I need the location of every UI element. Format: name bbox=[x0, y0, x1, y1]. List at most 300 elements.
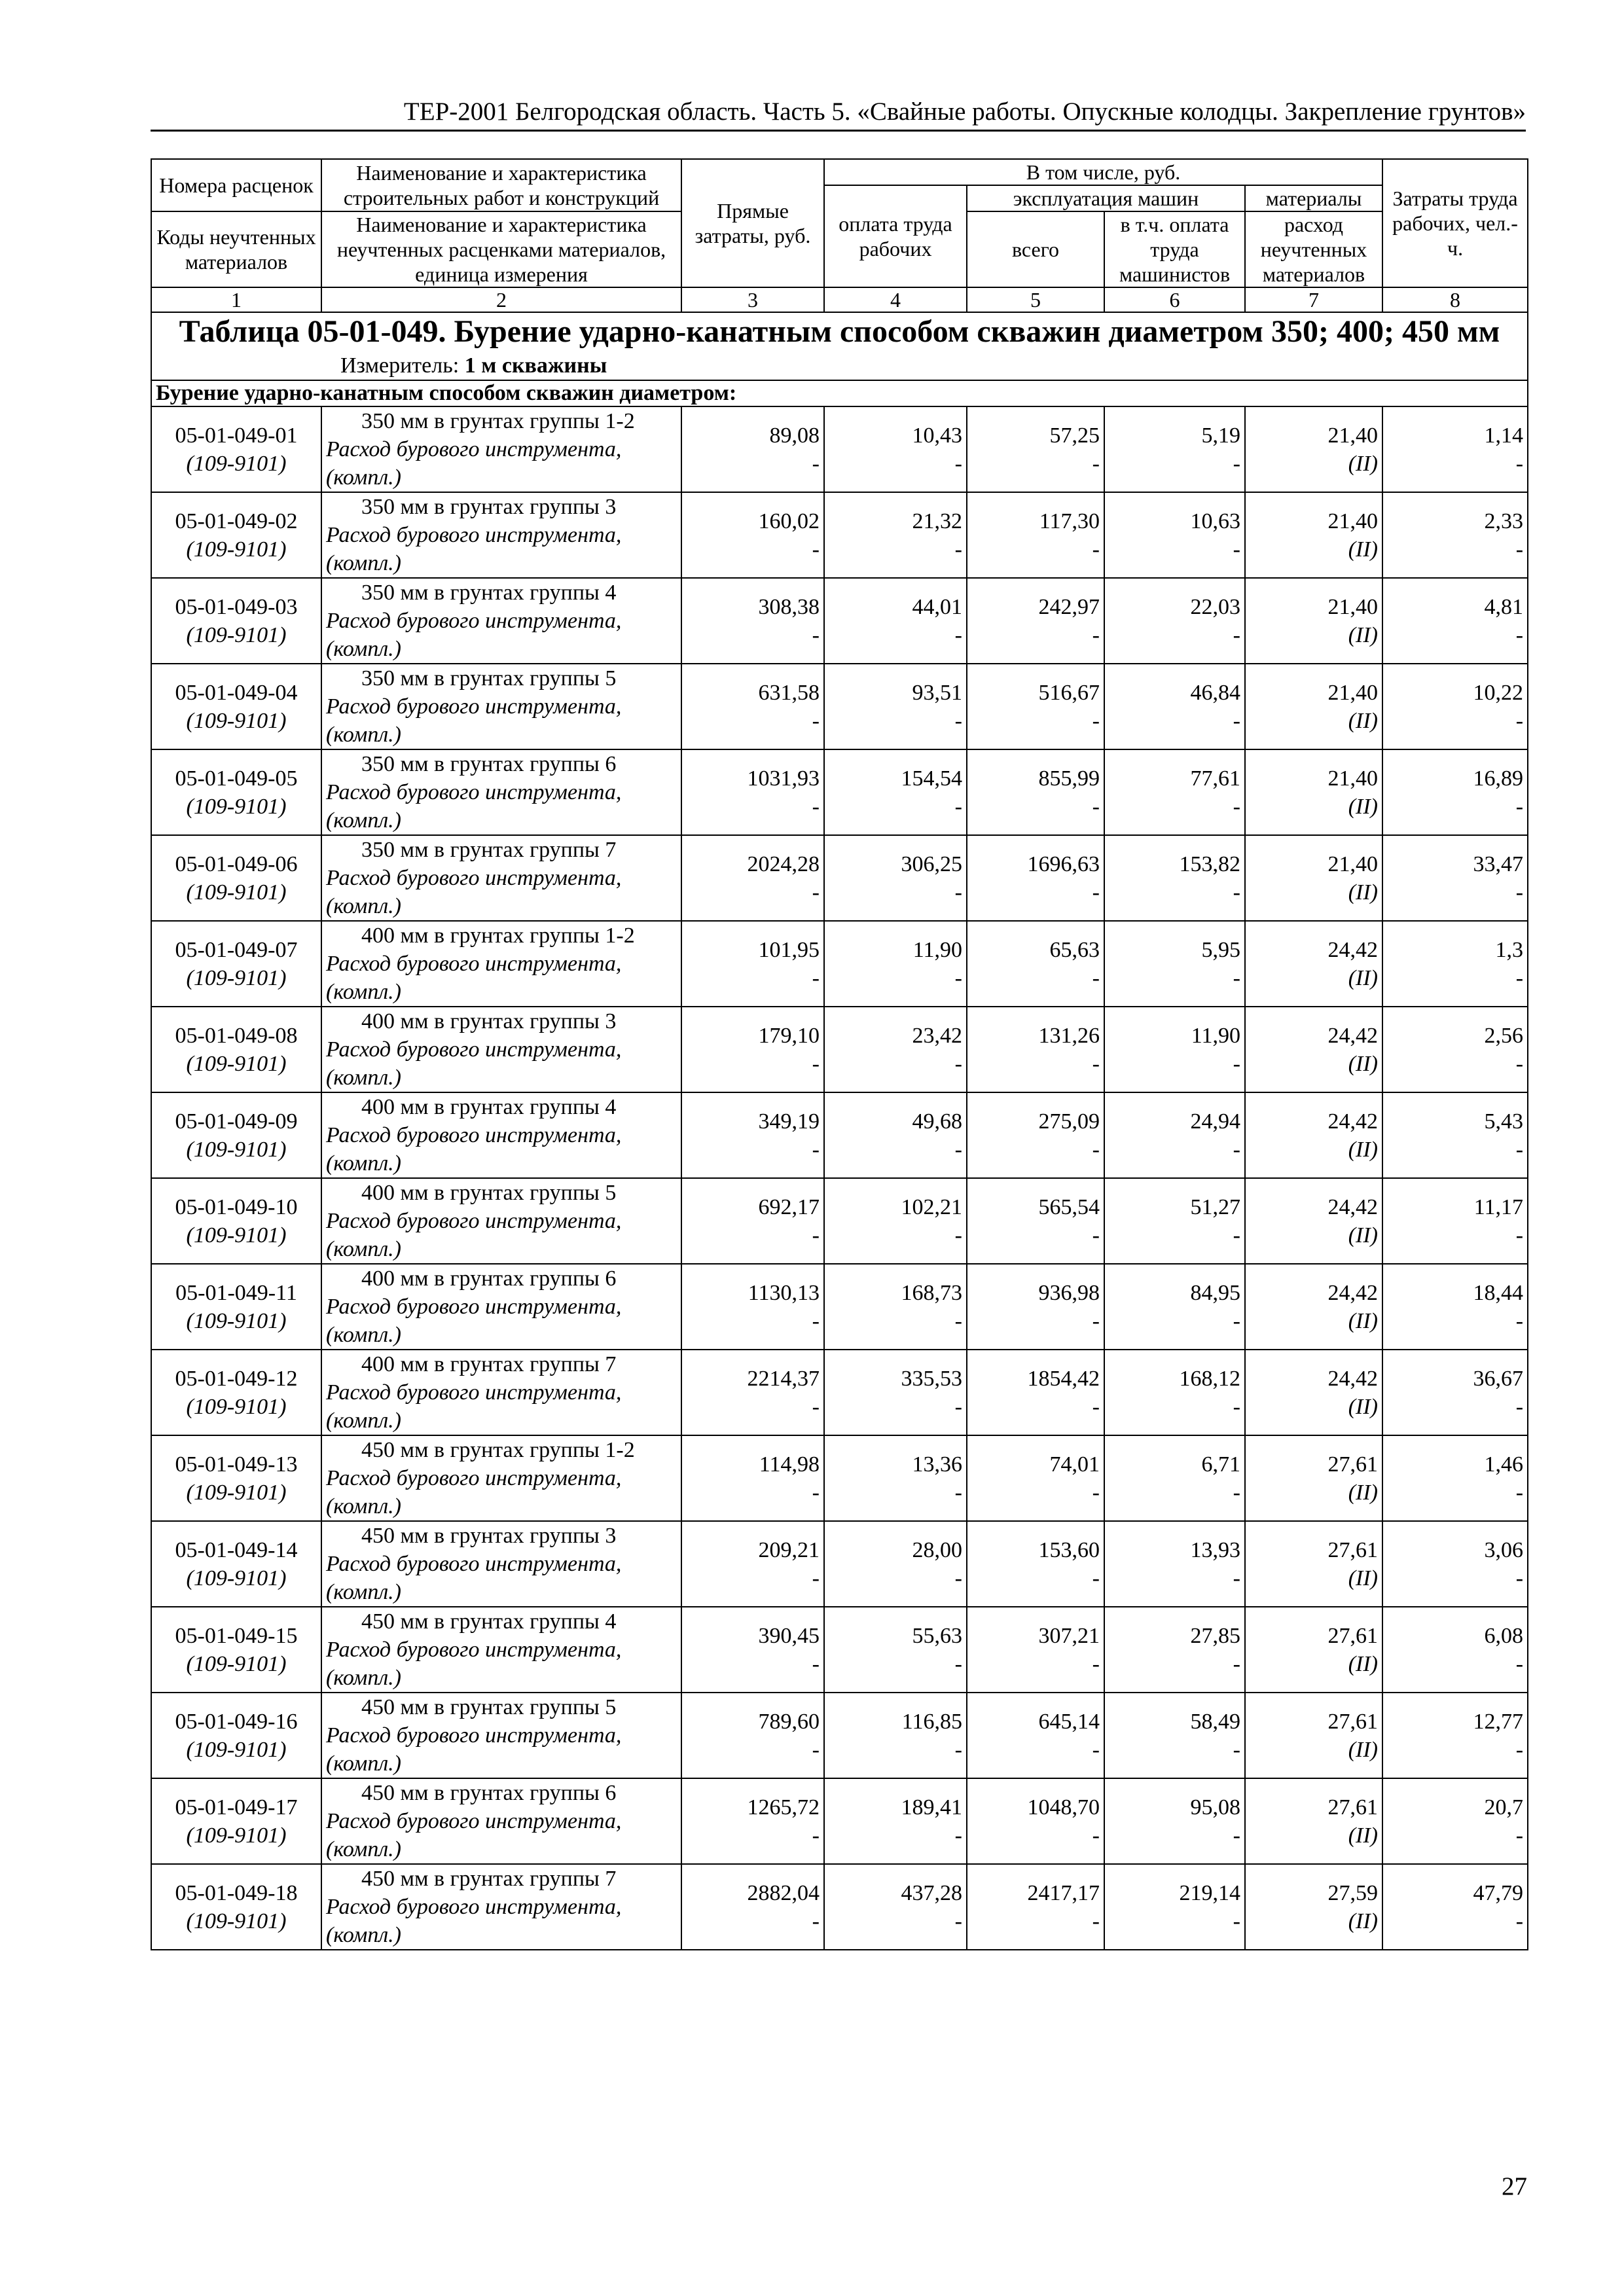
column-number: 7 bbox=[1245, 287, 1382, 312]
material-code: (109-9101) bbox=[186, 1737, 287, 1762]
dash: - bbox=[954, 1909, 962, 1933]
dash: - bbox=[812, 1737, 820, 1762]
rate-code: 05-01-049-18 bbox=[175, 1880, 298, 1905]
materials-cell bbox=[1245, 1521, 1382, 1607]
material-name: Расход бурового инструмента, (компл.) bbox=[326, 1809, 622, 1861]
description-cell bbox=[321, 1092, 681, 1178]
rate-code-cell bbox=[151, 1092, 321, 1178]
header-direct-costs: Прямые затраты, руб. bbox=[681, 159, 824, 287]
material-code: (109-9101) bbox=[186, 880, 287, 905]
worker-wages: 306,25 bbox=[901, 852, 962, 876]
materials-cell bbox=[1245, 1693, 1382, 1778]
operator-wages-cell bbox=[1104, 1693, 1245, 1778]
description-cell bbox=[321, 406, 681, 492]
rate-code-cell bbox=[151, 1778, 321, 1864]
dash: - bbox=[1092, 965, 1100, 990]
measure-label: Измеритель: bbox=[340, 353, 460, 378]
machine-total: 565,54 bbox=[1038, 1194, 1100, 1219]
direct-cost-cell bbox=[681, 1007, 824, 1092]
material-code: (109-9101) bbox=[186, 1480, 287, 1505]
work-name: 350 мм в грунтах группы 3 bbox=[361, 495, 617, 519]
page-number: 27 bbox=[1502, 2172, 1527, 2200]
materials-cell bbox=[1245, 1178, 1382, 1264]
machine-total-cell bbox=[967, 1350, 1104, 1435]
rate-code: 05-01-049-05 bbox=[175, 766, 298, 791]
dash: - bbox=[954, 1480, 962, 1505]
worker-wages-cell bbox=[824, 492, 967, 578]
table-row bbox=[151, 406, 1528, 492]
operator-wages-cell bbox=[1104, 1007, 1245, 1092]
rate-code: 05-01-049-04 bbox=[175, 680, 298, 705]
material-name: Расход бурового инструмента, (компл.) bbox=[326, 866, 622, 918]
dash: - bbox=[1515, 622, 1524, 647]
machine-total-cell bbox=[967, 1092, 1104, 1178]
section-title: Бурение ударно-канатным способом скважин диаметром: bbox=[151, 380, 1528, 406]
labor-hours-cell bbox=[1382, 1007, 1528, 1092]
table-row bbox=[151, 921, 1528, 1007]
operator-wages-cell bbox=[1104, 1264, 1245, 1350]
material-name: Расход бурового инструмента, (компл.) bbox=[326, 1466, 622, 1518]
dash: - bbox=[812, 451, 820, 476]
description-cell bbox=[321, 749, 681, 835]
worker-wages: 93,51 bbox=[912, 680, 962, 705]
machine-total: 1048,70 bbox=[1027, 1795, 1100, 1820]
labor-hours-cell bbox=[1382, 921, 1528, 1007]
direct-cost-cell bbox=[681, 1693, 824, 1778]
labor-hours: 33,47 bbox=[1473, 852, 1524, 876]
machine-total: 131,26 bbox=[1038, 1023, 1100, 1048]
rate-code-cell bbox=[151, 406, 321, 492]
direct-cost: 1265,72 bbox=[747, 1795, 820, 1820]
dash: - bbox=[1233, 622, 1240, 647]
direct-cost-cell bbox=[681, 492, 824, 578]
material-name: Расход бурового инструмента, (компл.) bbox=[326, 1638, 622, 1690]
dash: - bbox=[1092, 1223, 1100, 1247]
dash: - bbox=[1515, 965, 1524, 990]
rate-code-cell bbox=[151, 1864, 321, 1950]
material-name: Расход бурового инструмента, (компл.) bbox=[326, 1552, 622, 1604]
header-work-description: Наименование и характеристика строительных работ и конструкций bbox=[321, 159, 681, 211]
dash: - bbox=[1233, 794, 1240, 819]
dash: - bbox=[954, 880, 962, 905]
labor-hours: 47,79 bbox=[1473, 1880, 1524, 1905]
dash: - bbox=[954, 1651, 962, 1676]
dash: - bbox=[1092, 622, 1100, 647]
materials-note: (II) bbox=[1348, 451, 1379, 476]
table-row bbox=[151, 664, 1528, 749]
dash: - bbox=[954, 1223, 962, 1247]
dash: - bbox=[1233, 1308, 1240, 1333]
direct-cost-cell bbox=[681, 406, 824, 492]
operator-wages-cell bbox=[1104, 1864, 1245, 1950]
table-row bbox=[151, 578, 1528, 664]
header-worker-wages: оплата труда рабочих bbox=[824, 185, 967, 287]
work-name: 350 мм в грунтах группы 5 bbox=[361, 666, 617, 691]
worker-wages-cell bbox=[824, 1864, 967, 1950]
labor-hours-cell bbox=[1382, 1092, 1528, 1178]
work-name: 400 мм в грунтах группы 6 bbox=[361, 1266, 617, 1291]
direct-cost-cell bbox=[681, 1092, 824, 1178]
dash: - bbox=[1233, 1651, 1240, 1676]
worker-wages-cell bbox=[824, 749, 967, 835]
operator-wages: 11,90 bbox=[1191, 1023, 1240, 1048]
dash: - bbox=[954, 1051, 962, 1076]
materials-cell bbox=[1245, 664, 1382, 749]
dash: - bbox=[812, 1051, 820, 1076]
materials-note: (II) bbox=[1348, 1651, 1379, 1676]
worker-wages-cell bbox=[824, 1435, 967, 1521]
operator-wages: 27,85 bbox=[1190, 1623, 1240, 1648]
materials-cell bbox=[1245, 749, 1382, 835]
worker-wages: 10,43 bbox=[912, 423, 962, 448]
material-code: (109-9101) bbox=[186, 794, 287, 819]
material-name: Расход бурового инструмента, (компл.) bbox=[326, 1380, 622, 1433]
work-name: 350 мм в грунтах группы 7 bbox=[361, 838, 617, 862]
material-code: (109-9101) bbox=[186, 451, 287, 476]
labor-hours: 2,56 bbox=[1484, 1023, 1524, 1048]
labor-hours: 2,33 bbox=[1484, 509, 1524, 533]
table-title: Таблица 05-01-049. Бурение ударно-канатным способом скважин диаметром 350; 400; 450 мм bbox=[179, 314, 1500, 349]
table-row bbox=[151, 1864, 1528, 1950]
dash: - bbox=[812, 1394, 820, 1419]
material-name: Расход бурового инструмента, (компл.) bbox=[326, 1209, 622, 1261]
labor-hours-cell bbox=[1382, 835, 1528, 921]
machine-total: 57,25 bbox=[1049, 423, 1100, 448]
operator-wages: 46,84 bbox=[1190, 680, 1240, 705]
dash: - bbox=[1092, 1909, 1100, 1933]
table-row bbox=[151, 749, 1528, 835]
labor-hours-cell bbox=[1382, 492, 1528, 578]
dash: - bbox=[1515, 1651, 1524, 1676]
labor-hours: 4,81 bbox=[1484, 594, 1524, 619]
material-name: Расход бурового инструмента, (компл.) bbox=[326, 952, 622, 1004]
dash: - bbox=[954, 965, 962, 990]
machine-total: 855,99 bbox=[1038, 766, 1100, 791]
table-row bbox=[151, 1521, 1528, 1607]
direct-cost-cell bbox=[681, 835, 824, 921]
direct-cost-cell bbox=[681, 1178, 824, 1264]
direct-cost: 390,45 bbox=[758, 1623, 820, 1648]
direct-cost-cell bbox=[681, 1264, 824, 1350]
description-cell bbox=[321, 1693, 681, 1778]
materials-cell bbox=[1245, 492, 1382, 578]
machine-total-cell bbox=[967, 1607, 1104, 1693]
machine-total: 645,14 bbox=[1038, 1709, 1100, 1734]
rate-code-cell bbox=[151, 1435, 321, 1521]
rate-code: 05-01-049-08 bbox=[175, 1023, 298, 1048]
dash: - bbox=[1233, 1566, 1240, 1590]
table-row bbox=[151, 1607, 1528, 1693]
dash: - bbox=[812, 794, 820, 819]
material-name: Расход бурового инструмента, (компл.) bbox=[326, 1037, 622, 1090]
rate-code-cell bbox=[151, 1693, 321, 1778]
labor-hours-cell bbox=[1382, 1264, 1528, 1350]
worker-wages: 189,41 bbox=[901, 1795, 962, 1820]
worker-wages-cell bbox=[824, 1521, 967, 1607]
labor-hours: 12,77 bbox=[1473, 1709, 1524, 1734]
measure-line bbox=[156, 352, 1523, 380]
materials-note: (II) bbox=[1348, 1394, 1379, 1419]
table-row bbox=[151, 1007, 1528, 1092]
worker-wages-cell bbox=[824, 1007, 967, 1092]
header-rate-numbers: Номера расценок bbox=[151, 159, 321, 211]
machine-total: 153,60 bbox=[1038, 1537, 1100, 1562]
labor-hours: 5,43 bbox=[1484, 1109, 1524, 1134]
direct-cost-cell bbox=[681, 1864, 824, 1950]
labor-hours: 20,7 bbox=[1484, 1795, 1524, 1820]
worker-wages-cell bbox=[824, 578, 967, 664]
worker-wages-cell bbox=[824, 1607, 967, 1693]
direct-cost: 101,95 bbox=[758, 937, 820, 962]
materials-cost: 24,42 bbox=[1327, 1280, 1379, 1305]
dash: - bbox=[1233, 537, 1240, 562]
dash: - bbox=[1092, 1566, 1100, 1590]
table-row bbox=[151, 1264, 1528, 1350]
materials-cost: 24,42 bbox=[1327, 937, 1379, 962]
table-title-cell bbox=[151, 312, 1528, 380]
labor-hours-cell bbox=[1382, 578, 1528, 664]
materials-cost: 27,61 bbox=[1327, 1623, 1379, 1648]
description-cell bbox=[321, 1607, 681, 1693]
operator-wages: 219,14 bbox=[1179, 1880, 1240, 1905]
machine-total-cell bbox=[967, 1178, 1104, 1264]
material-code: (109-9101) bbox=[186, 1137, 287, 1162]
column-number: 8 bbox=[1382, 287, 1528, 312]
worker-wages-cell bbox=[824, 1178, 967, 1264]
material-name: Расход бурового инструмента, (компл.) bbox=[326, 1723, 622, 1776]
work-name: 350 мм в грунтах группы 4 bbox=[361, 581, 617, 605]
worker-wages-cell bbox=[824, 1693, 967, 1778]
materials-note: (II) bbox=[1348, 1737, 1379, 1762]
material-name: Расход бурового инструмента, (компл.) bbox=[326, 1295, 622, 1347]
operator-wages-cell bbox=[1104, 1435, 1245, 1521]
materials-cost: 27,61 bbox=[1327, 1537, 1379, 1562]
dash: - bbox=[812, 1823, 820, 1848]
rate-code: 05-01-049-12 bbox=[175, 1366, 298, 1391]
description-cell bbox=[321, 1435, 681, 1521]
dash: - bbox=[1515, 708, 1524, 733]
materials-note: (II) bbox=[1348, 965, 1379, 990]
material-name: Расход бурового инструмента, (компл.) bbox=[326, 437, 622, 490]
work-name: 400 мм в грунтах группы 4 bbox=[361, 1095, 617, 1119]
labor-hours-cell bbox=[1382, 1178, 1528, 1264]
worker-wages: 21,32 bbox=[912, 509, 962, 533]
dash: - bbox=[1515, 1566, 1524, 1590]
dash: - bbox=[812, 1223, 820, 1247]
rate-code: 05-01-049-01 bbox=[175, 423, 298, 448]
header-operator-wages: в т.ч. оплата труда машинистов bbox=[1104, 211, 1245, 287]
table-row bbox=[151, 1178, 1528, 1264]
labor-hours-cell bbox=[1382, 1435, 1528, 1521]
rate-code-cell bbox=[151, 1264, 321, 1350]
dash: - bbox=[812, 880, 820, 905]
worker-wages: 44,01 bbox=[912, 594, 962, 619]
operator-wages: 168,12 bbox=[1179, 1366, 1240, 1391]
dash: - bbox=[954, 1308, 962, 1333]
dash: - bbox=[1092, 1480, 1100, 1505]
dash: - bbox=[1233, 965, 1240, 990]
rate-code: 05-01-049-15 bbox=[175, 1623, 298, 1648]
dash: - bbox=[1515, 1480, 1524, 1505]
machine-total-cell bbox=[967, 1264, 1104, 1350]
description-cell bbox=[321, 1007, 681, 1092]
machine-total: 2417,17 bbox=[1027, 1880, 1100, 1905]
materials-cost: 27,59 bbox=[1327, 1880, 1379, 1905]
materials-cost: 21,40 bbox=[1327, 766, 1379, 791]
rate-code-cell bbox=[151, 578, 321, 664]
direct-cost: 2882,04 bbox=[747, 1880, 820, 1905]
material-code: (109-9101) bbox=[186, 1823, 287, 1848]
work-name: 350 мм в грунтах группы 1-2 bbox=[361, 409, 635, 433]
dash: - bbox=[812, 965, 820, 990]
dash: - bbox=[1233, 1909, 1240, 1933]
rate-code-cell bbox=[151, 749, 321, 835]
materials-cell bbox=[1245, 1264, 1382, 1350]
dash: - bbox=[1515, 1051, 1524, 1076]
worker-wages-cell bbox=[824, 835, 967, 921]
work-name: 400 мм в грунтах группы 5 bbox=[361, 1181, 617, 1205]
materials-cost: 24,42 bbox=[1327, 1366, 1379, 1391]
rate-code: 05-01-049-10 bbox=[175, 1194, 298, 1219]
dash: - bbox=[1233, 1051, 1240, 1076]
operator-wages-cell bbox=[1104, 1778, 1245, 1864]
column-number: 6 bbox=[1104, 287, 1245, 312]
machine-total: 117,30 bbox=[1039, 509, 1100, 533]
materials-note: (II) bbox=[1348, 537, 1379, 562]
dash: - bbox=[1092, 880, 1100, 905]
machine-total: 516,67 bbox=[1038, 680, 1100, 705]
description-cell bbox=[321, 1350, 681, 1435]
machine-total-cell bbox=[967, 406, 1104, 492]
header-machine-total: всего bbox=[967, 211, 1104, 287]
materials-cell bbox=[1245, 921, 1382, 1007]
labor-hours-cell bbox=[1382, 749, 1528, 835]
worker-wages-cell bbox=[824, 406, 967, 492]
dash: - bbox=[954, 1137, 962, 1162]
materials-cost: 24,42 bbox=[1327, 1194, 1379, 1219]
materials-note: (II) bbox=[1348, 1308, 1379, 1333]
rate-code: 05-01-049-02 bbox=[175, 509, 298, 533]
machine-total: 1854,42 bbox=[1027, 1366, 1100, 1391]
direct-cost: 349,19 bbox=[758, 1109, 820, 1134]
dash: - bbox=[1092, 451, 1100, 476]
labor-hours: 10,22 bbox=[1473, 680, 1524, 705]
operator-wages: 13,93 bbox=[1190, 1537, 1240, 1562]
rates-table-frame bbox=[151, 158, 1527, 1950]
dash: - bbox=[1515, 880, 1524, 905]
work-name: 350 мм в грунтах группы 6 bbox=[361, 752, 617, 776]
column-number: 2 bbox=[321, 287, 681, 312]
labor-hours-cell bbox=[1382, 406, 1528, 492]
direct-cost-cell bbox=[681, 578, 824, 664]
material-name: Расход бурового инструмента, (компл.) bbox=[326, 780, 622, 833]
direct-cost-cell bbox=[681, 1350, 824, 1435]
operator-wages-cell bbox=[1104, 749, 1245, 835]
dash: - bbox=[1515, 1394, 1524, 1419]
work-name: 450 мм в грунтах группы 1-2 bbox=[361, 1438, 635, 1462]
dash: - bbox=[1092, 1394, 1100, 1419]
dash: - bbox=[1092, 1051, 1100, 1076]
operator-wages-cell bbox=[1104, 921, 1245, 1007]
machine-total-cell bbox=[967, 492, 1104, 578]
material-code: (109-9101) bbox=[186, 1051, 287, 1076]
machine-total-cell bbox=[967, 1864, 1104, 1950]
labor-hours-cell bbox=[1382, 1350, 1528, 1435]
materials-cell bbox=[1245, 1435, 1382, 1521]
header-material-description: Наименование и характеристика неучтенных расценками материалов, единица измерения bbox=[321, 211, 681, 287]
operator-wages: 5,19 bbox=[1201, 423, 1240, 448]
header-rule bbox=[151, 130, 1526, 132]
dash: - bbox=[1233, 1394, 1240, 1419]
worker-wages-cell bbox=[824, 921, 967, 1007]
description-cell bbox=[321, 1778, 681, 1864]
material-name: Расход бурового инструмента, (компл.) bbox=[326, 523, 622, 575]
materials-cost: 21,40 bbox=[1327, 423, 1379, 448]
materials-note: (II) bbox=[1348, 794, 1379, 819]
material-code: (109-9101) bbox=[186, 1223, 287, 1247]
labor-hours-cell bbox=[1382, 664, 1528, 749]
header-material-consumption: расход неучтенных материалов bbox=[1245, 211, 1382, 287]
dash: - bbox=[1233, 1480, 1240, 1505]
labor-hours-cell bbox=[1382, 1864, 1528, 1950]
machine-total: 936,98 bbox=[1038, 1280, 1100, 1305]
machine-total-cell bbox=[967, 835, 1104, 921]
materials-note: (II) bbox=[1348, 1137, 1379, 1162]
operator-wages-cell bbox=[1104, 578, 1245, 664]
table-row bbox=[151, 492, 1528, 578]
labor-hours: 3,06 bbox=[1484, 1537, 1524, 1562]
material-name: Расход бурового инструмента, (компл.) bbox=[326, 1123, 622, 1175]
worker-wages: 11,90 bbox=[912, 937, 962, 962]
material-code: (109-9101) bbox=[186, 1566, 287, 1590]
worker-wages-cell bbox=[824, 1350, 967, 1435]
rates-table bbox=[151, 158, 1528, 1950]
dash: - bbox=[1515, 451, 1524, 476]
dash: - bbox=[954, 794, 962, 819]
operator-wages-cell bbox=[1104, 1521, 1245, 1607]
table-row bbox=[151, 1778, 1528, 1864]
dash: - bbox=[812, 708, 820, 733]
rate-code: 05-01-049-16 bbox=[175, 1709, 298, 1734]
column-number: 4 bbox=[824, 287, 967, 312]
direct-cost: 789,60 bbox=[758, 1709, 820, 1734]
worker-wages: 49,68 bbox=[912, 1109, 962, 1134]
dash: - bbox=[812, 537, 820, 562]
dash: - bbox=[1092, 708, 1100, 733]
rate-code: 05-01-049-13 bbox=[175, 1452, 298, 1477]
labor-hours: 11,17 bbox=[1473, 1194, 1524, 1219]
labor-hours: 1,14 bbox=[1484, 423, 1524, 448]
materials-cell bbox=[1245, 1607, 1382, 1693]
rate-code-cell bbox=[151, 835, 321, 921]
direct-cost: 1130,13 bbox=[748, 1280, 820, 1305]
machine-total-cell bbox=[967, 1521, 1104, 1607]
material-code: (109-9101) bbox=[186, 1308, 287, 1333]
direct-cost: 308,38 bbox=[758, 594, 820, 619]
dash: - bbox=[954, 1823, 962, 1848]
materials-cost: 21,40 bbox=[1327, 852, 1379, 876]
header-materials: материалы bbox=[1245, 185, 1382, 211]
materials-cost: 27,61 bbox=[1327, 1452, 1379, 1477]
header-material-codes: Коды неучтенных материалов bbox=[151, 211, 321, 287]
materials-note: (II) bbox=[1348, 1909, 1379, 1933]
material-name: Расход бурового инструмента, (компл.) bbox=[326, 609, 622, 661]
worker-wages: 335,53 bbox=[901, 1366, 962, 1391]
description-cell bbox=[321, 1864, 681, 1950]
operator-wages: 22,03 bbox=[1190, 594, 1240, 619]
column-numbers-row bbox=[151, 287, 1528, 312]
materials-note: (II) bbox=[1348, 1051, 1379, 1076]
